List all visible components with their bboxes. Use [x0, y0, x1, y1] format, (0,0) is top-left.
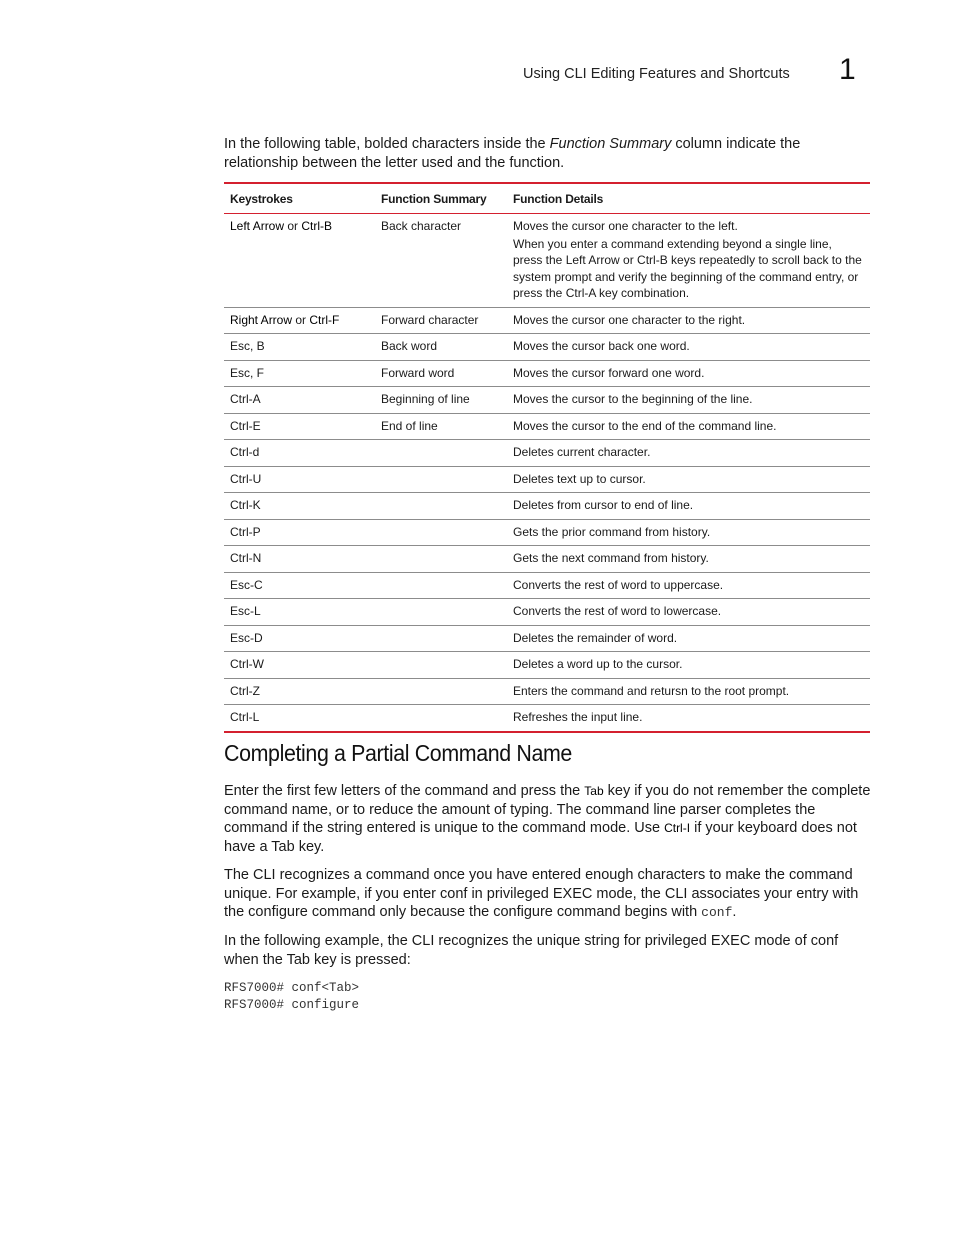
- code-example: [224, 980, 359, 1013]
- function-summary-cell: [375, 705, 507, 732]
- keystroke-or: or: [292, 312, 310, 327]
- table-row: [224, 625, 870, 652]
- intro-emphasis: Function Summary: [549, 136, 672, 152]
- detail-line: Deletes text up to cursor.: [513, 471, 646, 486]
- function-details-cell: [507, 307, 870, 334]
- function-details-cell: [507, 214, 870, 308]
- keystroke-alternate: Ctrl-F: [309, 312, 340, 327]
- function-summary-cell: [375, 678, 507, 705]
- keystroke-cell: Esc-L: [224, 599, 375, 626]
- section-heading: Completing a Partial Command Name: [224, 740, 572, 766]
- table-row: [224, 214, 870, 308]
- detail-line: When you enter a command extending beyond a single line, press the Left Arrow or Ctrl-B keys repeatedly to scroll back to the system prompt and verify the beginning of the command entry, or press the Ctrl-A key combination.: [513, 236, 862, 300]
- function-details-cell: [507, 493, 870, 520]
- table-row: [224, 440, 870, 467]
- keystroke-cell: Ctrl-N: [224, 546, 375, 573]
- detail-line: Deletes current character.: [513, 445, 651, 459]
- keystroke-cell: Ctrl-A: [224, 387, 375, 414]
- running-header-title: Using CLI Editing Features and Shortcuts: [523, 66, 790, 82]
- table-row: [224, 572, 870, 599]
- detail-line: Gets the next command from history.: [513, 551, 709, 565]
- table-row: [224, 546, 870, 573]
- function-details-cell: [507, 466, 870, 493]
- detail-line: Moves the cursor one character to the left.: [513, 219, 738, 233]
- keystroke-cell: Ctrl-d: [224, 440, 375, 467]
- function-summary-cell: [375, 493, 507, 520]
- paragraph-example-intro: In the following example, the CLI recognizes the unique string for privileged EXEC mode of conf when the Tab key is pressed:: [224, 933, 839, 968]
- function-summary-cell: End of line: [375, 413, 507, 440]
- keystroke-cell: Ctrl-E: [224, 413, 375, 440]
- inline-code-conf: conf: [701, 905, 733, 920]
- header-keystrokes: Keystrokes: [224, 183, 375, 214]
- function-details-cell: [507, 440, 870, 467]
- function-summary-cell: Beginning of line: [375, 387, 507, 414]
- detail-line: Moves the cursor to the end of the command line.: [513, 418, 777, 433]
- function-details-cell: [507, 572, 870, 599]
- detail-line: Moves the cursor to the beginning of the line.: [513, 392, 753, 406]
- detail-line: Converts the rest of word to uppercase.: [513, 577, 724, 592]
- intro-paragraph: [224, 135, 874, 173]
- keystroke-cell: Ctrl-Z: [224, 678, 375, 705]
- detail-line: Refreshes the input line.: [513, 710, 643, 724]
- function-details-cell: [507, 599, 870, 626]
- table-row: [224, 360, 870, 387]
- detail-line: Deletes a word up to the cursor.: [513, 657, 683, 671]
- table-row: [224, 413, 870, 440]
- table-row: [224, 652, 870, 679]
- keystroke-cell: Esc, B: [224, 334, 375, 361]
- detail-line: Moves the cursor forward one word.: [513, 365, 705, 380]
- shortcuts-table: [224, 182, 870, 733]
- table-row: [224, 307, 870, 334]
- function-summary-cell: [375, 519, 507, 546]
- keystroke-or: or: [284, 219, 302, 233]
- detail-line: Moves the cursor one character to the right.: [513, 312, 746, 327]
- function-summary-cell: Back character: [375, 214, 507, 308]
- keystroke-cell: Ctrl-K: [224, 493, 375, 520]
- detail-line: Gets the prior command from history.: [513, 524, 711, 539]
- paragraph-tab-completion: [224, 782, 872, 856]
- keystroke-primary: Right Arrow: [230, 312, 293, 327]
- chapter-number: 1: [839, 53, 856, 86]
- table-row: [224, 334, 870, 361]
- function-details-cell: [507, 705, 870, 732]
- function-summary-cell: [375, 572, 507, 599]
- function-summary-cell: [375, 440, 507, 467]
- keystroke-cell: [224, 214, 375, 308]
- keystroke-cell: [224, 307, 375, 334]
- keystroke-cell: Esc-C: [224, 572, 375, 599]
- table-row: [224, 678, 870, 705]
- detail-line: Deletes from cursor to end of line.: [513, 498, 694, 512]
- function-details-cell: [507, 625, 870, 652]
- table-row: [224, 493, 870, 520]
- detail-line: Enters the command and retursn to the root prompt.: [513, 683, 790, 698]
- function-details-cell: [507, 546, 870, 573]
- detail-line: Converts the rest of word to lowercase.: [513, 604, 722, 618]
- table-row: [224, 387, 870, 414]
- keystroke-cell: Esc, F: [224, 360, 375, 387]
- table-row: [224, 519, 870, 546]
- function-details-cell: [507, 519, 870, 546]
- intro-text-before: In the following table, bolded characters inside the: [224, 136, 550, 152]
- p2-text-b: .: [732, 904, 737, 920]
- code-line: RFS7000# conf<Tab>: [224, 981, 360, 995]
- table-row: [224, 466, 870, 493]
- tab-key-label: Tab: [584, 784, 604, 798]
- function-details-cell: [507, 387, 870, 414]
- keystroke-cell: Ctrl-W: [224, 652, 375, 679]
- function-summary-cell: [375, 599, 507, 626]
- function-summary-cell: [375, 466, 507, 493]
- keystroke-cell: Esc-D: [224, 625, 375, 652]
- header-function-summary: Function Summary: [375, 183, 507, 214]
- p1-text-b: key if you do not remember the complete command name, or to reduce the amount of typing. The command line parser completes the command if the string entered is unique to the command mode. Use: [224, 783, 871, 836]
- function-summary-cell: [375, 625, 507, 652]
- table-row: [224, 599, 870, 626]
- intro-text-after: column indicate the relationship between the letter used and the function.: [224, 136, 801, 171]
- function-summary-cell: Forward word: [375, 360, 507, 387]
- keystroke-cell: Ctrl-L: [224, 705, 375, 732]
- keystroke-alternate: Ctrl-B: [301, 219, 333, 233]
- function-summary-cell: [375, 652, 507, 679]
- code-line: RFS7000# configure: [224, 997, 360, 1012]
- detail-line: Moves the cursor back one word.: [513, 339, 690, 353]
- table-body: [224, 214, 870, 732]
- paragraph-recognition: [224, 866, 872, 923]
- p1-text-a: Enter the first few letters of the command and press the: [224, 783, 585, 799]
- keystroke-primary: Left Arrow: [230, 219, 285, 233]
- function-summary-cell: Back word: [375, 334, 507, 361]
- detail-line: Deletes the remainder of word.: [513, 630, 678, 645]
- header-function-details: Function Details: [507, 183, 870, 214]
- function-details-cell: [507, 678, 870, 705]
- function-summary-cell: [375, 546, 507, 573]
- table-row: [224, 705, 870, 732]
- keystroke-cell: Ctrl-U: [224, 466, 375, 493]
- ctrl-i-key-label: Ctrl-I: [664, 821, 691, 835]
- p1-text-c: if your keyboard does not have a Tab key.: [224, 820, 857, 855]
- function-summary-cell: Forward character: [375, 307, 507, 334]
- function-details-cell: [507, 360, 870, 387]
- p2-text-a: The CLI recognizes a command once you have entered enough characters to make the command unique. For example, if you enter conf in privileged EXEC mode, the CLI associates your entry with the configure command only because the configure command begins with: [224, 867, 859, 920]
- function-details-cell: [507, 413, 870, 440]
- function-details-cell: [507, 652, 870, 679]
- function-details-cell: [507, 334, 870, 361]
- table-header-row: [224, 183, 870, 214]
- keystroke-cell: Ctrl-P: [224, 519, 375, 546]
